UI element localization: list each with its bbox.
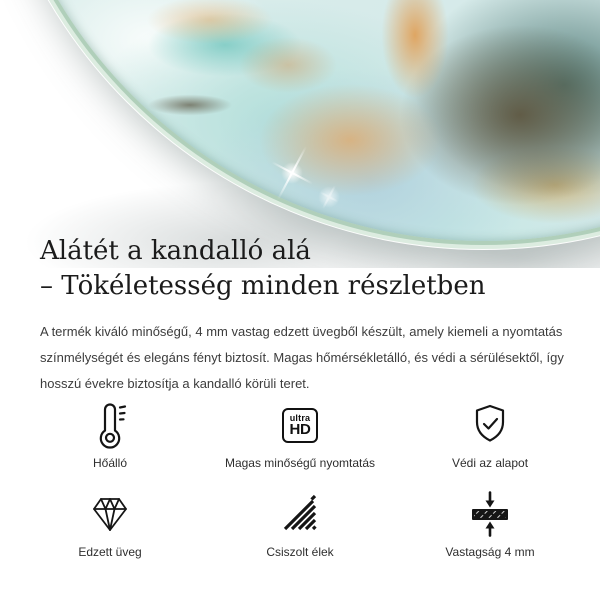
product-image — [0, 0, 600, 268]
feature-thickness-4mm — [395, 490, 585, 559]
feature-label: Csiszolt élek — [266, 545, 334, 559]
beveled-edge-icon — [280, 490, 320, 538]
feature-label: Védi az alapot — [451, 456, 529, 470]
content-block — [40, 234, 585, 397]
shield-check-icon — [470, 401, 510, 449]
ultra-hd-badge-bottom: HD — [289, 420, 311, 438]
glass-hearth-pad — [0, 0, 600, 241]
feature-label: Hőálló — [92, 456, 128, 470]
feature-ultra-hd-print — [205, 401, 395, 470]
feature-label: Magas minőségű nyomtatás — [224, 456, 376, 470]
feature-heat-resistant — [15, 401, 205, 470]
product-description — [40, 319, 585, 397]
description-line: színmélységét és elegáns fényt biztosít. Magas hőmérsékletálló, és védi a sérülésektől, így — [40, 350, 564, 365]
feature-grid — [15, 401, 585, 559]
feature-label: Edzett üveg — [78, 545, 142, 559]
ultra-hd-icon — [282, 401, 318, 449]
feature-polished-edges — [205, 490, 395, 559]
page-title-line1: Alátét a kandalló alá — [40, 236, 311, 266]
feature-protects-base — [395, 401, 585, 470]
feature-label: Vastagság 4 mm — [445, 545, 535, 559]
thickness-icon — [468, 490, 512, 538]
thermometer-icon — [90, 401, 130, 449]
page-title — [40, 234, 585, 304]
ultra-hd-badge-top: ultra — [289, 412, 311, 423]
description-line: hosszú évekre biztosítja a kandalló körüli teret. — [40, 376, 310, 391]
feature-tempered-glass — [15, 490, 205, 559]
description-line: A termék kiváló minőségű, 4 mm vastag edzett üvegből készült, amely kiemeli a nyomtatás — [40, 324, 563, 339]
page-title-line2: – Tökéletesség minden részletben — [40, 271, 486, 301]
diamond-icon — [90, 490, 130, 538]
